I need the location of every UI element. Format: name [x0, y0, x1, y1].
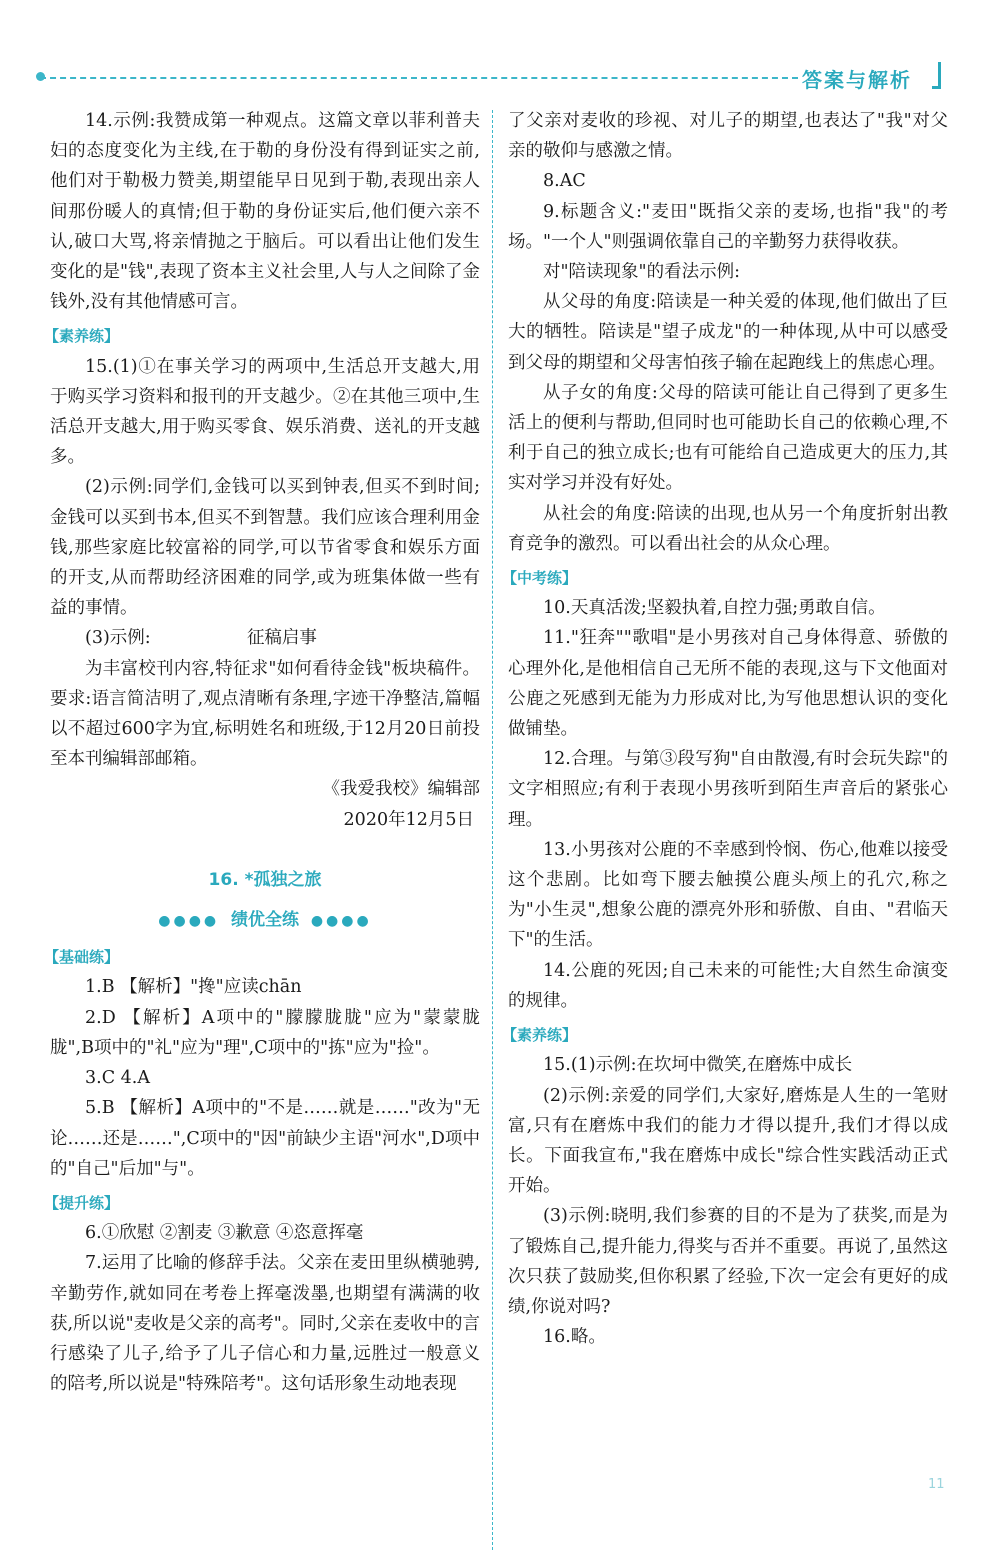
- answer-15-1: 15.(1)①在事关学习的两项中,生活总开支越大,用于购买学习资料和报刊的开支越少。②在其他三项中,生活总开支越大,用于购买零食、娱乐消费、送礼的开支越多。: [50, 356, 480, 468]
- answer-15-2: (2)示例:同学们,金钱可以买到钟表,但买不到时间;金钱可以买到书本,但买不到智慧。我们应该合理利用金钱,那些家庭比较富裕的同学,可以节省零食和娱乐方面的开支,从而帮助经济困难的同学,或为班集体做一些有益的事情。: [50, 477, 480, 619]
- answer-3-4: 3.C 4.A: [85, 1068, 150, 1089]
- answer-11: 11."狂奔""歌唱"是小男孩对自己身体得意、骄傲的心理外化,是他相信自己无所不能的表现,这与下文他面对公鹿之死感到无能为力形成对比,为写他思想认识的变化做铺垫。: [508, 628, 948, 740]
- notice-signature: 《我爱我校》编辑部: [322, 779, 480, 800]
- tag-suyang-2: 【素养练】: [502, 1026, 578, 1045]
- tag-jichu: 【基础练】: [44, 948, 120, 967]
- answer-9-d: 从子女的角度:父母的陪读可能让自己得到了更多生活上的便利与帮助,但同时也可能助长自己的依赖心理,不利于自己的独立成长;也有可能给自己造成更大的压力,其实对学习并没有好处。: [508, 382, 948, 494]
- dots-left: ●●●●: [158, 913, 220, 930]
- answer-2: 2.D 【解析】A项中的"朦朦胧胧"应为"蒙蒙胧胧",B项中的"礼"应为"理",C项中的"拣"应为"捡"。: [50, 1007, 480, 1058]
- answer-7: 7.运用了比喻的修辞手法。父亲在麦田里纵横驰骋,辛勤劳作,就如同在考卷上挥毫泼墨,也期望有满满的收获,所以说"麦收是父亲的高考"。同时,父亲在麦收中的言行感染了儿子,给予了儿子信心和力量,远胜过一般意义的陪考,所以说是"特殊陪考"。这句话形象生动地表现: [50, 1253, 480, 1395]
- section-title: 16. *孤独之旅: [208, 869, 322, 890]
- notice-title: 征稿启事: [246, 628, 317, 649]
- answer-9: 9.标题含义:"麦田"既指父亲的麦场,也指"我"的考场。"一个人"则强调依靠自己的辛勤努力获得收获。: [508, 201, 948, 252]
- answer-15-3-label: (3)示例:: [85, 628, 151, 649]
- sub-title: 绩优全练: [231, 910, 299, 931]
- answer-10: 10.天真活泼;坚毅执着,自控力强;勇敢自信。: [543, 598, 886, 619]
- tag-tisheng: 【提升练】: [44, 1193, 120, 1212]
- answer-13: 13.小男孩对公鹿的不幸感到怜悯、伤心,他难以接受这个悲剧。比如弯下腰去触摸公鹿头颅上的孔穴,称之为"小生灵",想象公鹿的漂亮外形和骄傲、自由、"君临天下"的生活。: [508, 839, 948, 951]
- notice-date: 2020年12月5日: [343, 809, 474, 830]
- column-divider: [492, 110, 493, 1550]
- answer-16: 16.略。: [543, 1327, 606, 1348]
- header-title: 答案与解析: [802, 68, 912, 92]
- sub-title-row: [50, 905, 480, 936]
- answer-15-3-right: (3)示例:晓明,我们参赛的目的不是为了获奖,而是为了锻炼自己,提升能力,得奖与否并不重要。再说了,虽然这次只获了鼓励奖,但你积累了经验,下次一定会有更好的成绩,你说对吗?: [508, 1206, 948, 1317]
- tag-zhongkao: 【中考练】: [502, 569, 578, 588]
- answer-5: 5.B 【解析】A项中的"不是……就是……"改为"无论……还是……",C项中的"因"前缺少主语"河水",D项中的"自己"后加"与"。: [50, 1098, 480, 1179]
- answer-15-3: [50, 623, 480, 653]
- answer-9-b: 对"陪读现象"的看法示例:: [543, 262, 740, 283]
- answer-9-e: 从社会的角度:陪读的出现,也从另一个角度折射出教育竞争的激烈。可以看出社会的从众心理。: [508, 503, 948, 554]
- tag-suyang: 【素养练】: [44, 327, 120, 346]
- answer-7-continued: 了父亲对麦收的珍视、对儿子的期望,也表达了"我"对父亲的敬仰与感激之情。: [508, 111, 948, 162]
- header-rule: [40, 77, 798, 79]
- page-number: 11: [928, 1477, 945, 1492]
- answer-14-right: 14.公鹿的死因;自己未来的可能性;大自然生命演变的规律。: [508, 960, 948, 1011]
- answer-15-1-right: 15.(1)示例:在坎坷中微笑,在磨炼中成长: [543, 1055, 853, 1076]
- dots-right: ●●●●: [310, 913, 372, 930]
- answer-9-c: 从父母的角度:陪读是一种关爱的体现,他们做出了巨大的牺牲。陪读是"望子成龙"的一种体现,从中可以感受到父母的期望和父母害怕孩子输在起跑线上的焦虑心理。: [508, 292, 948, 373]
- answer-1: 1.B 【解析】"搀"应读chān: [85, 977, 302, 998]
- right-column: [502, 106, 948, 1352]
- answer-14: 14.示例:我赞成第一种观点。这篇文章以菲利普夫妇的态度变化为主线,在于勒的身份没有得到证实之前,他们对于勒极力赞美,期望能早日见到于勒,表现出亲人间那份暖人的真情;但于勒的身份证实后,他们便六亲不认,破口大骂,将亲情抛之于脑后。可以看出让他们发生变化的是"钱",表现了资本主义社会里,人与人之间除了金钱外,没有其他情感可言。: [50, 111, 480, 313]
- answer-12: 12.合理。与第③段写狗"自由散漫,有时会玩失踪"的文字相照应;有利于表现小男孩听到陌生声音后的紧张心理。: [508, 749, 948, 830]
- notice-body: 为丰富校刊内容,特征求"如何看待金钱"板块稿件。要求:语言简洁明了,观点清晰有条理,字迹干净整洁,篇幅以不超过600字为宜,标明姓名和班级,于12月20日前投至本刊编辑部邮箱。: [50, 658, 480, 770]
- answer-15-2-right: (2)示例:亲爱的同学们,大家好,磨炼是人生的一笔财富,只有在磨炼中我们的能力才得以提升,我们才得以成长。下面我宣布,"我在磨炼中成长"综合性实践活动正式开始。: [508, 1085, 948, 1197]
- header-bracket: [932, 62, 941, 89]
- answer-6: 6.①欣慰 ②割麦 ③歉意 ④恣意挥毫: [85, 1223, 364, 1244]
- answer-8: 8.AC: [543, 171, 586, 192]
- left-column: [44, 106, 480, 1399]
